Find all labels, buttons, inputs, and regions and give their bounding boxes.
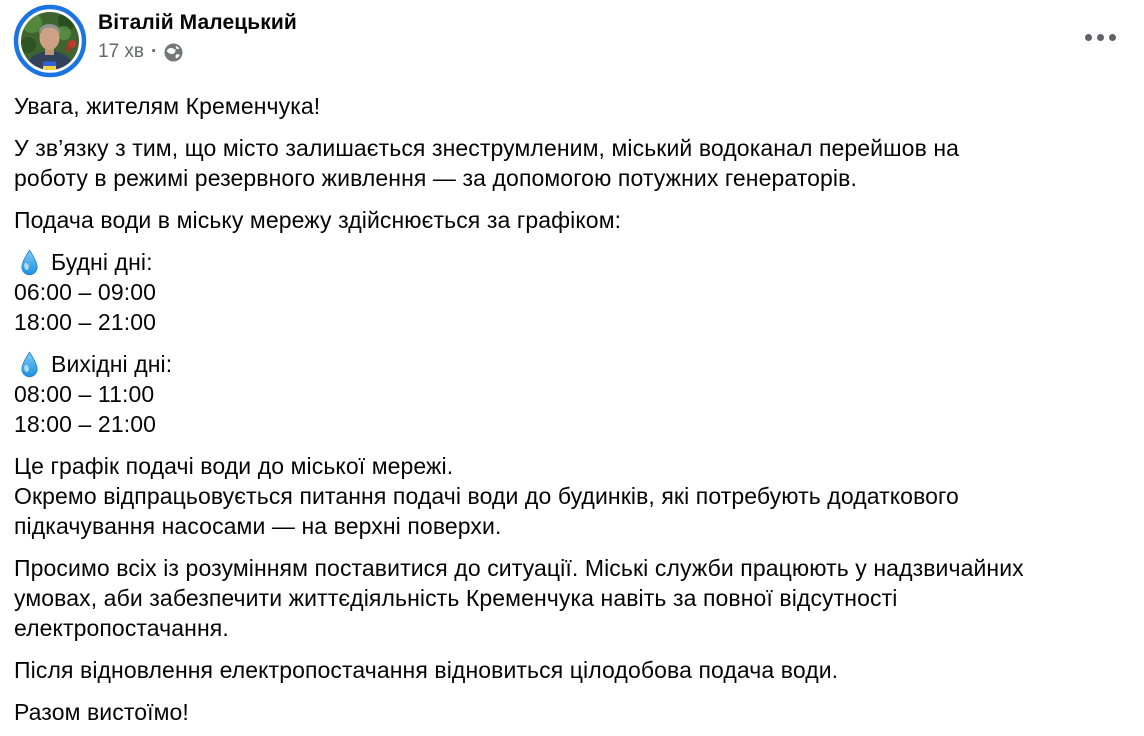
post-paragraph-attention — [14, 91, 1130, 121]
post-paragraph-weekdays-schedule — [14, 247, 1130, 337]
more-options-dot — [1097, 34, 1104, 41]
time-slot: 06:00 – 09:00 — [14, 279, 156, 305]
post-paragraph-restoration — [14, 655, 1130, 685]
text-line: Після відновлення електропостачання відновиться цілодобова подача води. — [14, 657, 839, 683]
timestamp[interactable]: 17 хв — [98, 41, 145, 62]
text-line: Це графік подачі води до міської мережі. — [14, 453, 454, 479]
text-line: роботу в режимі резервного живлення — за допомогою потужних генераторів. — [14, 165, 857, 191]
header-text — [98, 3, 297, 62]
text-line: умовах, аби забезпечити життєдіяльність Кременчука навіть за повної відсутності — [14, 585, 898, 611]
text-line: У зв’язку з тим, що місто залишається знеструмленим, міський водоканал перейшов на — [14, 135, 960, 161]
text-line: електропостачання. — [14, 615, 229, 641]
more-options-button[interactable] — [1083, 28, 1118, 47]
post-header — [0, 0, 1144, 82]
post-paragraph-closing — [14, 697, 1130, 727]
more-options-dot — [1109, 34, 1116, 41]
post-body — [0, 82, 1144, 727]
text-line: Увага, жителям Кременчука! — [14, 93, 321, 119]
more-options-dot — [1085, 34, 1092, 41]
post-paragraph-weekend-schedule — [14, 349, 1130, 439]
droplet-icon — [19, 351, 40, 378]
avatar-photo — [12, 3, 88, 79]
text-line: Окремо відпрацьовується питання подачі води до будинків, які потребують додаткового — [14, 483, 959, 509]
schedule-label: Будні дні: — [51, 249, 153, 275]
time-slot: 18:00 – 21:00 — [14, 309, 156, 335]
schedule-label: Вихідні дні: — [51, 351, 173, 377]
schedule-heading — [14, 349, 1130, 379]
schedule-heading — [14, 247, 1130, 277]
post-paragraph-context — [14, 133, 1130, 193]
text-line: підкачування насосами — на верхні поверхи. — [14, 513, 502, 539]
droplet-icon — [19, 249, 40, 276]
author-name[interactable]: Віталій Малецький — [98, 11, 297, 34]
text-line: Просимо всіх із розумінням поставитися до ситуації. Міські служби працюють у надзвичайних — [14, 555, 1024, 581]
post-paragraph-network — [14, 451, 1130, 541]
post-meta — [98, 42, 297, 62]
avatar[interactable] — [12, 3, 88, 79]
time-slot: 08:00 – 11:00 — [14, 381, 155, 407]
meta-separator: · — [151, 41, 158, 62]
post-paragraph-appeal — [14, 553, 1130, 643]
text-line: Разом вистоїмо! — [14, 699, 189, 725]
globe-icon — [164, 43, 183, 62]
text-line: Подача води в міську мережу здійснюється за графіком: — [14, 207, 622, 233]
time-slot: 18:00 – 21:00 — [14, 411, 156, 437]
post-paragraph-schedule-intro — [14, 205, 1130, 235]
